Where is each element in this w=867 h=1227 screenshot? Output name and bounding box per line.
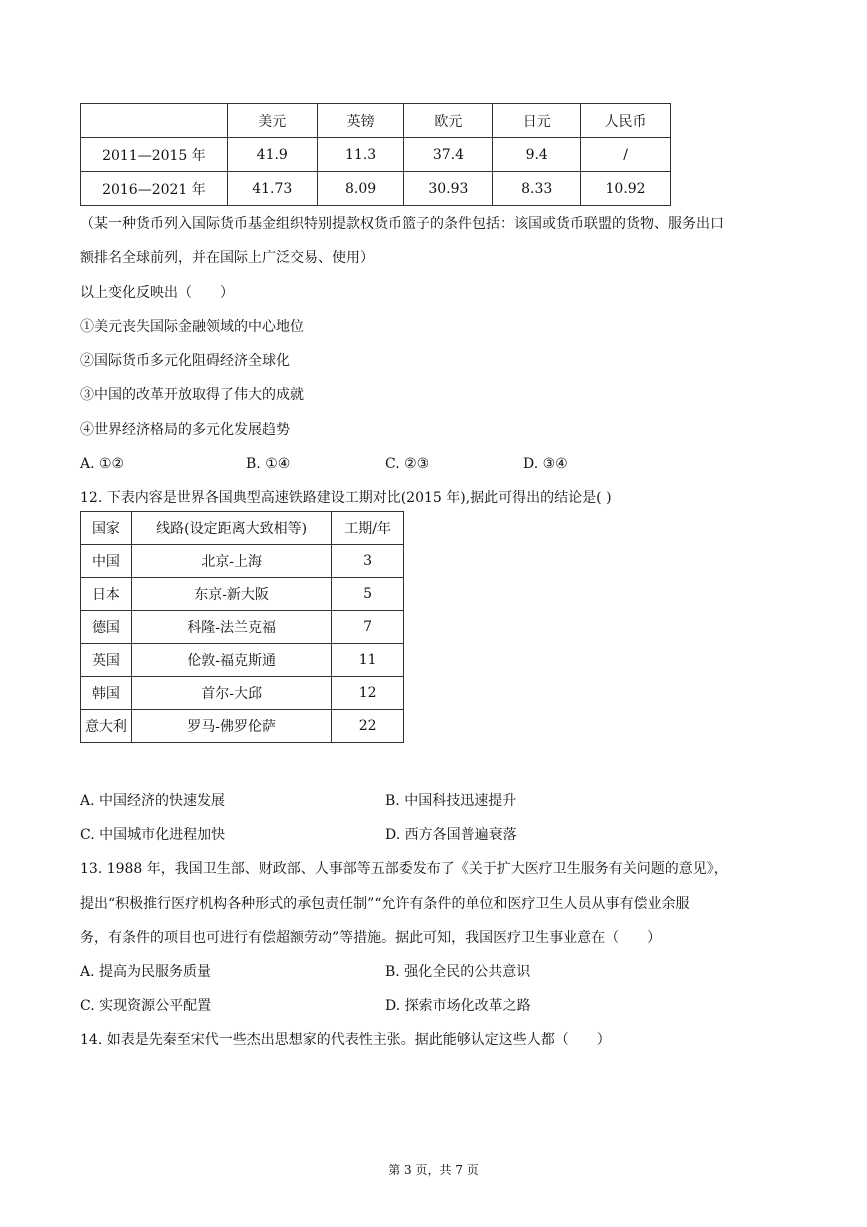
table-cell: 22: [332, 710, 404, 743]
table-cell: 德国: [81, 611, 132, 644]
table-cell: 韩国: [81, 677, 132, 710]
table-cell: 9.4: [493, 138, 581, 172]
table-cell: 2016—2021 年: [81, 172, 228, 206]
table-cell: 11.3: [317, 138, 404, 172]
q11-item: ②国际货币多元化阻碍经济全球化: [80, 353, 290, 369]
table-cell: 41.9: [227, 138, 317, 172]
table-cell: 北京-上海: [131, 545, 331, 578]
table-row: [81, 677, 404, 710]
table-row: [81, 710, 404, 743]
q13-stem-line: 13. 1988 年，我国卫生部、财政部、人事部等五部委发布了《关于扩大医疗卫生服务有关问题的意见》，: [80, 861, 728, 877]
q11-stem: 以上变化反映出（ ）: [80, 285, 234, 301]
table-header-cell: 国家: [81, 512, 132, 545]
q11-note-line: （某一种货币列入国际货币基金组织特别提款权货币篮子的条件包括：该国或货币联盟的货物、服务出口: [80, 216, 724, 232]
q12-option-b[interactable]: B. 中国科技迅速提升: [385, 793, 517, 809]
q13-stem-line: 提出“积极推行医疗机构各种形式的承包责任制”“允许有条件的单位和医疗卫生人员从事有偿业余服: [80, 896, 690, 912]
q11-option-b[interactable]: B. ①④: [246, 456, 291, 472]
q12-stem: 12. 下表内容是世界各国典型高速铁路建设工期对比(2015 年),据此可得出的结论是( ): [80, 490, 612, 506]
table-cell: 12: [332, 677, 404, 710]
table-header-cell: 日元: [493, 104, 581, 138]
table-cell: 日本: [81, 578, 132, 611]
table-header-cell: 欧元: [404, 104, 493, 138]
table-cell: 中国: [81, 545, 132, 578]
currency-share-table: [80, 103, 671, 206]
table-cell: [81, 104, 228, 138]
table-cell: 7: [332, 611, 404, 644]
table-row: [81, 172, 671, 206]
table-cell: 3: [332, 545, 404, 578]
table-cell: 东京-新大阪: [131, 578, 331, 611]
table-cell: /: [581, 138, 671, 172]
table-header-cell: 工期/年: [332, 512, 404, 545]
table-header-cell: 美元: [227, 104, 317, 138]
q12-option-c[interactable]: C. 中国城市化进程加快: [80, 827, 226, 843]
table-header-row: [81, 104, 671, 138]
table-cell: 30.93: [404, 172, 493, 206]
table-cell: 伦敦-福克斯通: [131, 644, 331, 677]
table-cell: 首尔-大邱: [131, 677, 331, 710]
q13-option-a[interactable]: A. 提高为民服务质量: [80, 964, 212, 980]
table-cell: 罗马-佛罗伦萨: [131, 710, 331, 743]
q14-stem: 14. 如表是先秦至宋代一些杰出思想家的代表性主张。据此能够认定这些人都（ ）: [80, 1032, 611, 1048]
q11-item: ③中国的改革开放取得了伟大的成就: [80, 387, 304, 403]
q11-item: ④世界经济格局的多元化发展趋势: [80, 422, 290, 438]
table-header-cell: 线路(设定距离大致相等): [131, 512, 331, 545]
table-cell: 11: [332, 644, 404, 677]
q13-option-c[interactable]: C. 实现资源公平配置: [80, 998, 212, 1014]
table-cell: 2011—2015 年: [81, 138, 228, 172]
table-row: [81, 611, 404, 644]
railway-table: [80, 511, 404, 743]
table-row: [81, 545, 404, 578]
table-cell: 意大利: [81, 710, 132, 743]
q11-option-a[interactable]: A. ①②: [80, 456, 125, 472]
table-cell: 英国: [81, 644, 132, 677]
q13-option-d[interactable]: D. 探索市场化改革之路: [385, 998, 531, 1014]
table-header-cell: 人民币: [581, 104, 671, 138]
page-footer: 第 3 页，共 7 页: [388, 1163, 479, 1177]
table-header-cell: 英镑: [317, 104, 404, 138]
q13-stem-line: 务，有条件的项目也可进行有偿超额劳动”等措施。据此可知，我国医疗卫生事业意在（ ）: [80, 930, 662, 946]
table-cell: 41.73: [227, 172, 317, 206]
table-header-row: [81, 512, 404, 545]
q11-item: ①美元丧失国际金融领域的中心地位: [80, 319, 304, 335]
table-cell: 8.33: [493, 172, 581, 206]
table-cell: 5: [332, 578, 404, 611]
q11-note-line: 额排名全球前列，并在国际上广泛交易、使用）: [80, 250, 374, 266]
table-row: [81, 138, 671, 172]
table-cell: 10.92: [581, 172, 671, 206]
q11-option-d[interactable]: D. ③④: [523, 456, 568, 472]
q11-option-c[interactable]: C. ②③: [385, 456, 430, 472]
q12-option-d[interactable]: D. 西方各国普遍衰落: [385, 827, 517, 843]
table-cell: 科隆-法兰克福: [131, 611, 331, 644]
table-cell: 8.09: [317, 172, 404, 206]
q12-option-a[interactable]: A. 中国经济的快速发展: [80, 793, 226, 809]
table-row: [81, 644, 404, 677]
q13-option-b[interactable]: B. 强化全民的公共意识: [385, 964, 531, 980]
table-cell: 37.4: [404, 138, 493, 172]
table-row: [81, 578, 404, 611]
